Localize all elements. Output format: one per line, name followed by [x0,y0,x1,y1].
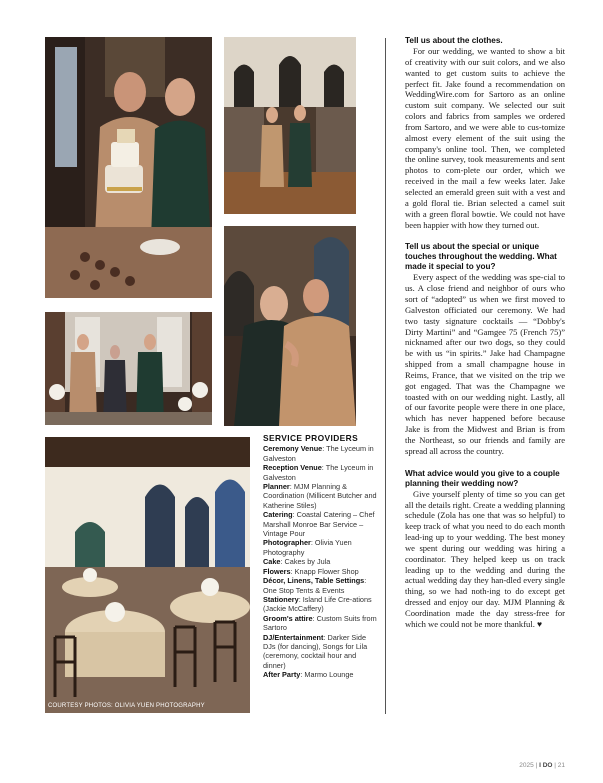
photo-recessional [224,37,356,214]
answer-clothes: For our wedding, we wanted to show a bit of creativity with our suit colors, and we also wanted to get custom suits to achieve the perfect fit. Jake found a recommendation on WeddingWire.com for Sartoro as an online custom suit company. We selected our suit colors and fabrics from samples we ordered from Sartoro, and we were able to cus-tomize almost every element of the suit using the company's online tool. Then, we completed the online survey, took measurements and sent photos to com-plete our order, which we received in the mail a few weeks later. Jake selected an emerald green suit with a vest and a gold floral tie. Brian selected a camel suit with a green floral bowtie. We could not have been happier with how they turned out. [405,46,565,230]
page-folio: 2025 | I DO | 21 [519,762,565,769]
question-special-touches: Tell us about the special or unique touches throughout the wedding. What made it special to you? [405,242,557,272]
column-divider [385,38,386,714]
provider-item: Reception Venue: The Lyceum in Galveston [263,463,374,482]
provider-item: Flowers: Knapp Flower Shop [263,566,359,576]
photo-vows [45,312,212,425]
provider-item: Décor, Linens, Table Settings: One Stop Tents & Events [263,576,367,595]
provider-item: DJ/Entertainment: Darker Side DJs (for dancing), Songs for Lila (ceremony, cocktail hour and dinner) [263,632,368,670]
photo-reception [45,437,250,713]
service-providers-box [263,434,377,680]
question-clothes: Tell us about the clothes. [405,36,503,45]
photo-embrace [224,226,356,426]
photo-credit: COURTESY PHOTOS: OLIVIA YUEN PHOTOGRAPHY [48,703,205,709]
answer-special-touches: Every aspect of the wedding was spe-cial to us. A close friend and neighbor of ours who sort of “adopted” us when we first moved to Galveston officiated our ceremony. We had two tasty signature cocktails — “Dobby's Dirty Martini” and “Gamgee 75 (French 75)” nicknamed after our two dogs, so they could be with us “in spirits.” Jake had Champagne shipped from a small champagne house in Reims, France, that we visited on the trip we got engaged. That was the Champagne we toasted with on our wedding night. Lastly, all of our favorite people were there in one place, which has never happened before because Jake is from the Midwest and Brian is from the Northeast, so our friends and family are spread all across the country. [405,272,565,456]
provider-item: Photographer: Olivia Yuen Photography [263,538,352,557]
provider-item: Catering: Coastal Catering – Chef Marshall Monroe Bar Service – Vintage Pour [263,510,375,539]
provider-item: After Party: Marmo Lounge [263,670,354,680]
service-providers-title: SERVICE PROVIDERS [263,433,359,443]
photo-cake-cutting [45,37,212,298]
provider-item: Groom's attire: Custom Suits from Sartoro [263,613,377,633]
article-column [405,36,565,630]
provider-item: Cake: Cakes by Jula [263,557,331,567]
provider-item: Stationery: Island Life Cre-ations (Jackie McCaffery) [263,594,372,614]
answer-advice: Give yourself plenty of time so you can get all the details right. Create a wedding planning schedule (Zola has one that was so helpful) to keep track of what you need to do each month lead-ing up to your wedding. The best money we spent during our wedding was hiring a coordinator. They helped keep us on track leading up to the wedding and during the actual wedding day they han-dled every single thing, so we had noth-ing to do except get dressed and enjoy our day. MJM Planning & Coordination made the day stress-free for which we could not be more thankful. ♥ [405,488,565,629]
question-advice: What advice would you give to a couple planning their wedding now? [405,468,560,488]
provider-item: Planner: MJM Planning & Coordination (Millicent Butcher and Katherine Stiles) [263,482,377,510]
provider-item: Ceremony Venue: The Lyceum in Galveston [263,444,374,463]
